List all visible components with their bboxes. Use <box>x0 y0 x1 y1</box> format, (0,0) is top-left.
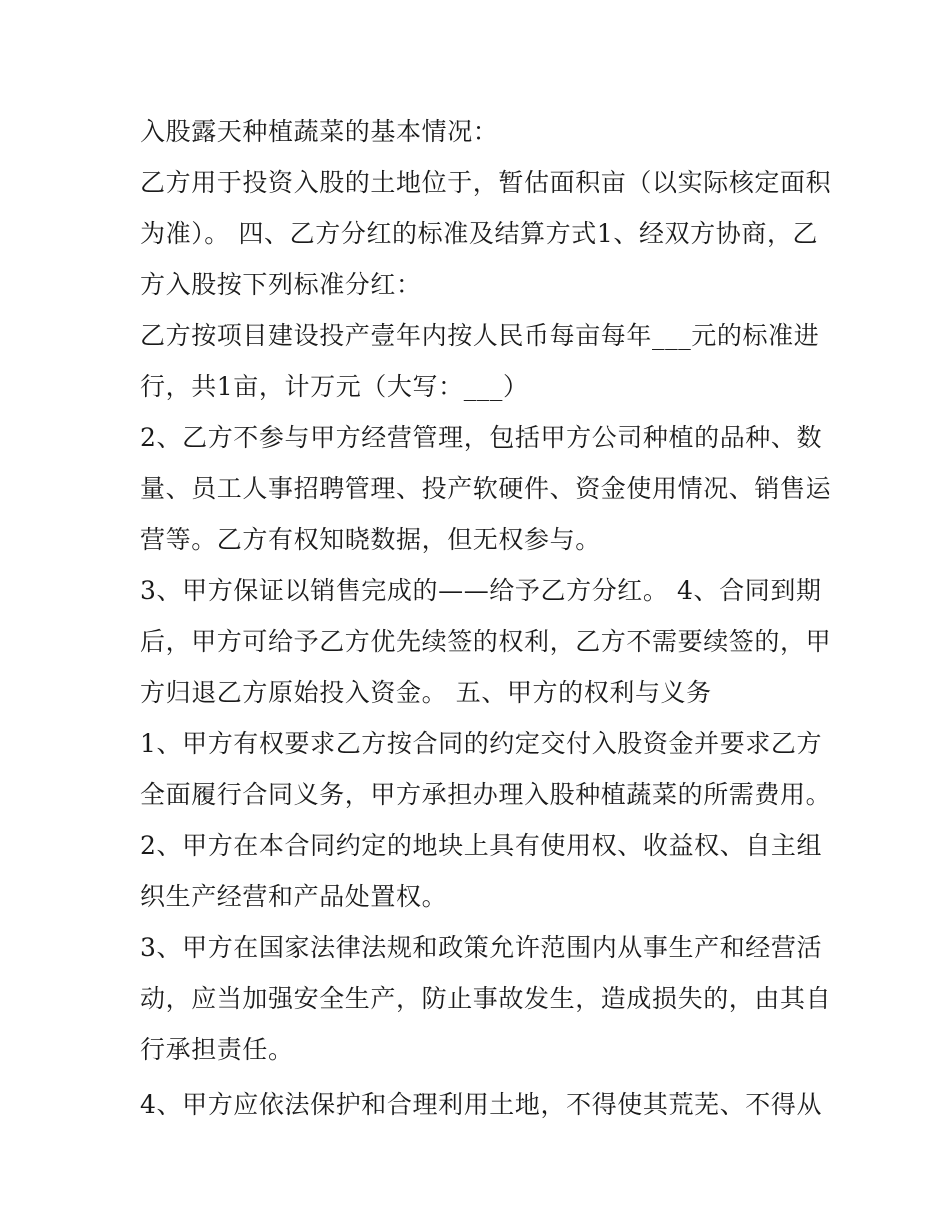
document-body <box>140 106 832 1130</box>
text-line: 1、甲方有权要求乙方按合同的约定交付入股资金并要求乙方 <box>140 729 823 758</box>
text-line: 2、乙方不参与甲方经营管理，包括甲方公司种植的品种、数 <box>140 423 823 452</box>
text-line: 入股露天种植蔬菜的基本情况： <box>140 117 499 146</box>
text-line: 行承担责任。 <box>140 1035 294 1064</box>
text-line: 3、甲方在国家法律法规和政策允许范围内从事生产和经营活 <box>140 933 823 962</box>
text-line: 3、甲方保证以销售完成的——给予乙方分红。 4、合同到期 <box>140 576 822 605</box>
text-line: 织生产经营和产品处置权。 <box>140 882 448 911</box>
text-line: 动，应当加强安全生产，防止事故发生，造成损失的，由其自 <box>140 984 832 1013</box>
text-line: 营等。乙方有权知晓数据，但无权参与。 <box>140 525 601 554</box>
text-line: 方入股按下列标准分红： <box>140 270 422 299</box>
text-line: 行，共1亩，计万元（大写：___） <box>140 372 529 401</box>
text-line: 乙方用于投资入股的土地位于，暂估面积亩（以实际核定面积 <box>140 168 832 197</box>
text-line: 2、甲方在本合同约定的地块上具有使用权、收益权、自主组 <box>140 831 823 860</box>
text-line: 为准）。 四、乙方分红的标准及结算方式1、经双方协商，乙 <box>140 219 819 248</box>
text-line: 量、员工人事招聘管理、投产软硬件、资金使用情况、销售运 <box>140 474 832 503</box>
text-line: 乙方按项目建设投产壹年内按人民币每亩每年___元的标准进 <box>140 321 820 350</box>
text-line: 4、甲方应依法保护和合理利用土地，不得使其荒芜、不得从 <box>140 1090 823 1119</box>
text-line: 后，甲方可给予乙方优先续签的权利，乙方不需要续签的，甲 <box>140 627 832 656</box>
text-line: 全面履行合同义务，甲方承担办理入股种植蔬菜的所需费用。 <box>140 780 832 809</box>
text-line: 方归退乙方原始投入资金。 五、甲方的权利与义务 <box>140 678 712 707</box>
